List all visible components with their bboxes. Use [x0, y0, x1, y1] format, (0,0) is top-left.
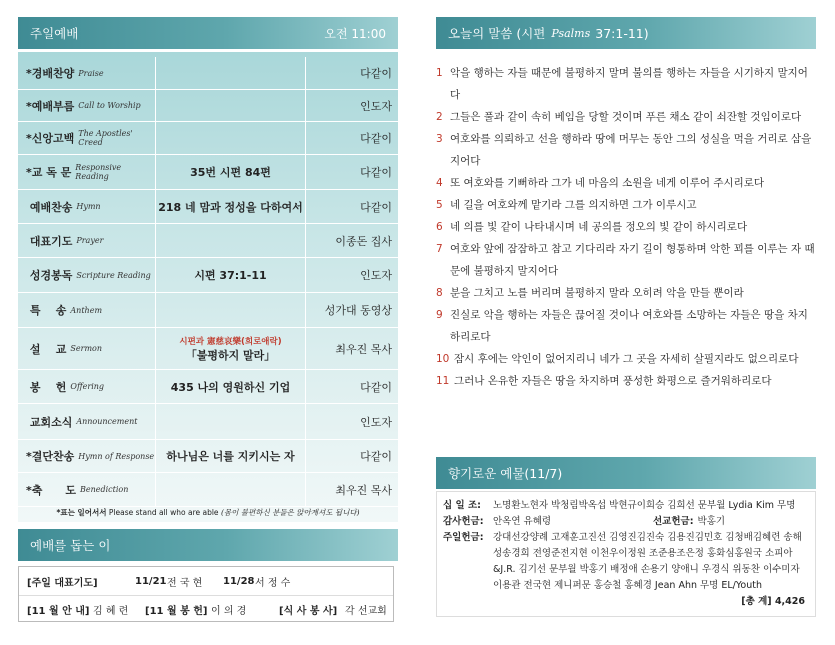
verse-text: 그러나 온유한 자들은 땅을 차지하며 풍성한 화평으로 즐거워하리로다 [454, 375, 772, 387]
worship-leader: 인도자 [360, 415, 392, 429]
worship-row [18, 370, 398, 404]
worship-row [18, 90, 398, 122]
worship-content-text: 하나님은 너를 지키시는 자 [166, 450, 295, 463]
worship-item-content [156, 328, 306, 369]
verse [436, 62, 816, 106]
worship-item-en: Praise [78, 68, 104, 78]
worship-item [18, 224, 156, 257]
meal-label: [식 사 봉 사] [279, 606, 338, 617]
worship-item [18, 90, 156, 121]
worship-item [18, 190, 156, 223]
worship-content-text: 시편 37:1-11 [194, 269, 267, 282]
worship-row [18, 473, 398, 507]
worship-item-name: *경배찬양 [26, 67, 75, 80]
prayer-name-1: 전 국 현 [167, 577, 203, 589]
scripture-header [436, 17, 816, 49]
sunday-names: 강대선강양례 고재훈고진선 김영진김진숙 김용진김민호 김청배김혜련 송해성송경희 전영준전지현 이천우이정원 조준용조은정 홍화심홍원국 소피아&J.R. 김기선 문부월 박홍기 배정애 손용기 양애니 우경식 위동찬 이수미자 이용관 전국현 제니퍼문 홍승철 홍혜경 Jean Ahn 무명 EL/Youth [493, 532, 802, 591]
worship-leader: 다같이 [360, 200, 392, 214]
verse-text: 네 길을 여호와께 맡기라 그를 의지하면 그가 이루시고 [450, 199, 697, 211]
thanks-row [443, 514, 809, 530]
verse-text: 분을 그치고 노를 버리며 불평하지 말라 오히려 악을 만들 뿐이라 [450, 287, 744, 299]
offering-list [436, 491, 816, 617]
verse-text: 또 여호와를 기뻐하라 그가 네 마음의 소원을 네게 이루어 주시리로다 [450, 177, 765, 189]
verse [436, 172, 816, 194]
worship-content-text: 35번 시편 84편 [190, 166, 271, 179]
thanks-names: 안옥연 유혜령 [493, 516, 552, 527]
note-en: Please stand all who are able [108, 508, 219, 517]
worship-item-en: Prayer [76, 236, 104, 245]
helpers-table [18, 566, 394, 622]
verse-text: 악을 행하는 자들 때문에 불평하지 말며 불의를 행하는 자들을 시기하지 말지어다 [450, 67, 808, 101]
offering-helper-label: [11 월 봉 헌] [145, 606, 208, 617]
worship-leader: 최우진 목사 [335, 483, 392, 497]
verse [436, 370, 816, 392]
worship-row [18, 155, 398, 190]
worship-leader: 인도자 [360, 99, 392, 113]
prayer-label: [주일 대표기도] [27, 577, 98, 589]
verse [436, 216, 816, 238]
prayer-name-2: 서 정 수 [255, 577, 291, 589]
standing-note [18, 507, 398, 518]
offering-title: 향기로운 예물(11/7) [448, 466, 563, 481]
worship-item-en: The Apostles' Creed [78, 129, 133, 147]
worship-item [18, 57, 156, 89]
offering-header [436, 457, 816, 489]
worship-row [18, 404, 398, 440]
worship-item-en: Anthem [70, 305, 103, 315]
worship-row [18, 190, 398, 224]
worship-leader: 인도자 [360, 269, 392, 282]
sunday-row [443, 530, 809, 594]
note-bold: *표는 일어서서 [56, 508, 107, 517]
worship-item-en: Sermon [70, 344, 102, 353]
verse [436, 304, 816, 348]
worship-item-content [156, 224, 306, 257]
worship-item-name: 설 교 [26, 342, 67, 356]
verse-number: 10 [436, 353, 450, 365]
helpers-title: 예배를 돕는 이 [30, 538, 111, 553]
verse-number: 8 [436, 287, 443, 299]
tithe-names: 노명환노현자 박청림박옥섭 박현규이희승 김희선 문부월 Lydia Kim 무명 [493, 500, 796, 511]
worship-item-name: 특 송 [26, 304, 67, 317]
worship-content-text: 218 네 맘과 정성을 다하여서 [158, 200, 303, 214]
worship-row [18, 224, 398, 258]
worship-item [18, 328, 156, 369]
verse-text: 잠시 후에는 악인이 없어지리니 네가 그 곳을 자세히 살필지라도 없으리로다 [454, 353, 799, 365]
thanks-label: 감사헌금: [443, 516, 484, 527]
worship-item-content [156, 293, 306, 327]
verse-number: 2 [436, 111, 443, 123]
worship-item-en: Hymn of Response [78, 451, 155, 461]
worship-item-content [156, 404, 306, 439]
worship-leader: 다같이 [360, 450, 392, 463]
worship-item-content [156, 190, 306, 223]
worship-item [18, 440, 156, 472]
scripture-title: 오늘의 말씀 (시편 [448, 26, 546, 41]
sunday-label: 주일헌금: [443, 532, 484, 543]
worship-item-content [156, 370, 306, 403]
verse-text: 진실로 악을 행하는 자들은 끊어질 것이나 여호와를 소망하는 자들은 땅을 차지하리로다 [450, 309, 808, 343]
worship-item-name: *결단찬송 [26, 450, 75, 463]
verse-number: 9 [436, 309, 443, 321]
worship-item-en: Announcement [76, 417, 138, 426]
mission-names: 박홍기 [697, 516, 726, 527]
worship-leader: 이종돈 집사 [335, 234, 392, 248]
worship-item-content [156, 258, 306, 292]
worship-leader: 성가대 동영상 [324, 304, 392, 317]
verse [436, 348, 816, 370]
worship-item-name: *교 독 문 [26, 166, 72, 179]
worship-item-name: *예배부름 [26, 99, 75, 113]
verse [436, 282, 816, 304]
verse [436, 106, 816, 128]
worship-row [18, 440, 398, 473]
worship-item-name: 성경봉독 [26, 269, 73, 282]
verse-number: 11 [436, 375, 450, 387]
worship-title: 주일예배 [30, 26, 79, 41]
verse-number: 3 [436, 133, 443, 145]
prayer-date-1: 11/21 [135, 575, 167, 587]
worship-row [18, 258, 398, 293]
verse-text: 여호와 앞에 잠잠하고 참고 기다리라 자기 길이 형통하며 악한 꾀를 이루는 자 때문에 불평하지 말지어다 [450, 243, 815, 277]
worship-row [18, 293, 398, 328]
mission-label: 선교헌금: [653, 516, 694, 527]
verse [436, 128, 816, 172]
offering-total: [총 계] 4,426 [741, 596, 805, 607]
offering-helper-name: 이 의 경 [211, 606, 247, 617]
worship-item-content [156, 473, 306, 506]
verse [436, 194, 816, 216]
worship-item [18, 293, 156, 327]
worship-leader: 다같이 [360, 67, 392, 80]
note-paren: (몸이 불편하신 분들은 앉아계셔도 됩니다) [220, 508, 360, 517]
usher-name: 김 혜 련 [93, 606, 129, 617]
verse-number: 6 [436, 221, 443, 233]
helpers-row-service [19, 595, 393, 623]
worship-leader: 최우진 목사 [335, 342, 392, 356]
worship-item-content [156, 90, 306, 121]
worship-row [18, 57, 398, 90]
worship-item-name: *축 도 [26, 483, 76, 497]
verse-number: 7 [436, 243, 443, 255]
worship-row [18, 328, 398, 370]
verse-number: 1 [436, 67, 443, 79]
tithe-label: 십 일 조: [443, 500, 481, 511]
verse-list [436, 62, 816, 392]
helpers-header [18, 529, 398, 561]
worship-item-en: Responsive Reading [75, 163, 122, 181]
worship-item-name: 교회소식 [26, 415, 73, 429]
meal-name: 각 선교회 [345, 606, 387, 617]
scripture-ref: 37:1-11) [595, 25, 649, 41]
verse-text: 여호와를 의뢰하고 선을 행하라 땅에 머무는 동안 그의 성실을 먹을 거리로 삼을지어다 [450, 133, 812, 167]
verse [436, 238, 816, 282]
worship-item-content [156, 122, 306, 154]
scripture-title-en: Psalms [551, 26, 591, 40]
worship-item-name: 봉 헌 [26, 380, 67, 394]
worship-item-content [156, 155, 306, 189]
worship-time: 오전 11:00 [324, 26, 386, 41]
worship-leader: 다같이 [360, 380, 392, 394]
worship-content-text: 「불평하지 말라」 [185, 348, 276, 362]
sermon-subtitle: 시편과 憲慈哀樂(희로애락) [179, 336, 282, 347]
worship-leader: 다같이 [360, 166, 392, 179]
worship-item [18, 122, 156, 154]
verse-number: 4 [436, 177, 443, 189]
worship-item [18, 473, 156, 506]
worship-item [18, 155, 156, 189]
worship-content-text: 435 나의 영원하신 기업 [170, 380, 291, 394]
order-of-worship [18, 52, 398, 522]
worship-item-en: Hymn [76, 202, 101, 211]
worship-item-content [156, 440, 306, 472]
worship-item-name: 대표기도 [26, 234, 73, 248]
usher-label: [11 월 안 내] [27, 606, 90, 617]
verse-text: 네 의를 빛 같이 나타내시며 네 공의를 정오의 빛 같이 하시리로다 [450, 221, 748, 233]
worship-item-name: *신앙고백 [26, 132, 75, 145]
worship-row [18, 122, 398, 155]
worship-item-name: 예배찬송 [26, 200, 73, 214]
worship-item-en: Scripture Reading [76, 270, 151, 280]
worship-item-en: Call to Worship [78, 101, 141, 110]
helpers-row-prayer [19, 567, 393, 595]
tithe-row [443, 498, 809, 514]
worship-leader: 다같이 [360, 132, 392, 145]
worship-item-en: Offering [70, 382, 105, 391]
worship-header [18, 17, 398, 49]
verse-number: 5 [436, 199, 443, 211]
worship-item-content [156, 57, 306, 89]
verse-text: 그들은 풀과 같이 속히 베임을 당할 것이며 푸른 채소 같이 쇠잔할 것임이로다 [450, 111, 802, 123]
worship-item [18, 258, 156, 292]
prayer-date-2: 11/28 [223, 575, 255, 587]
worship-item-en: Benediction [79, 485, 129, 494]
worship-item [18, 370, 156, 403]
worship-item [18, 404, 156, 439]
